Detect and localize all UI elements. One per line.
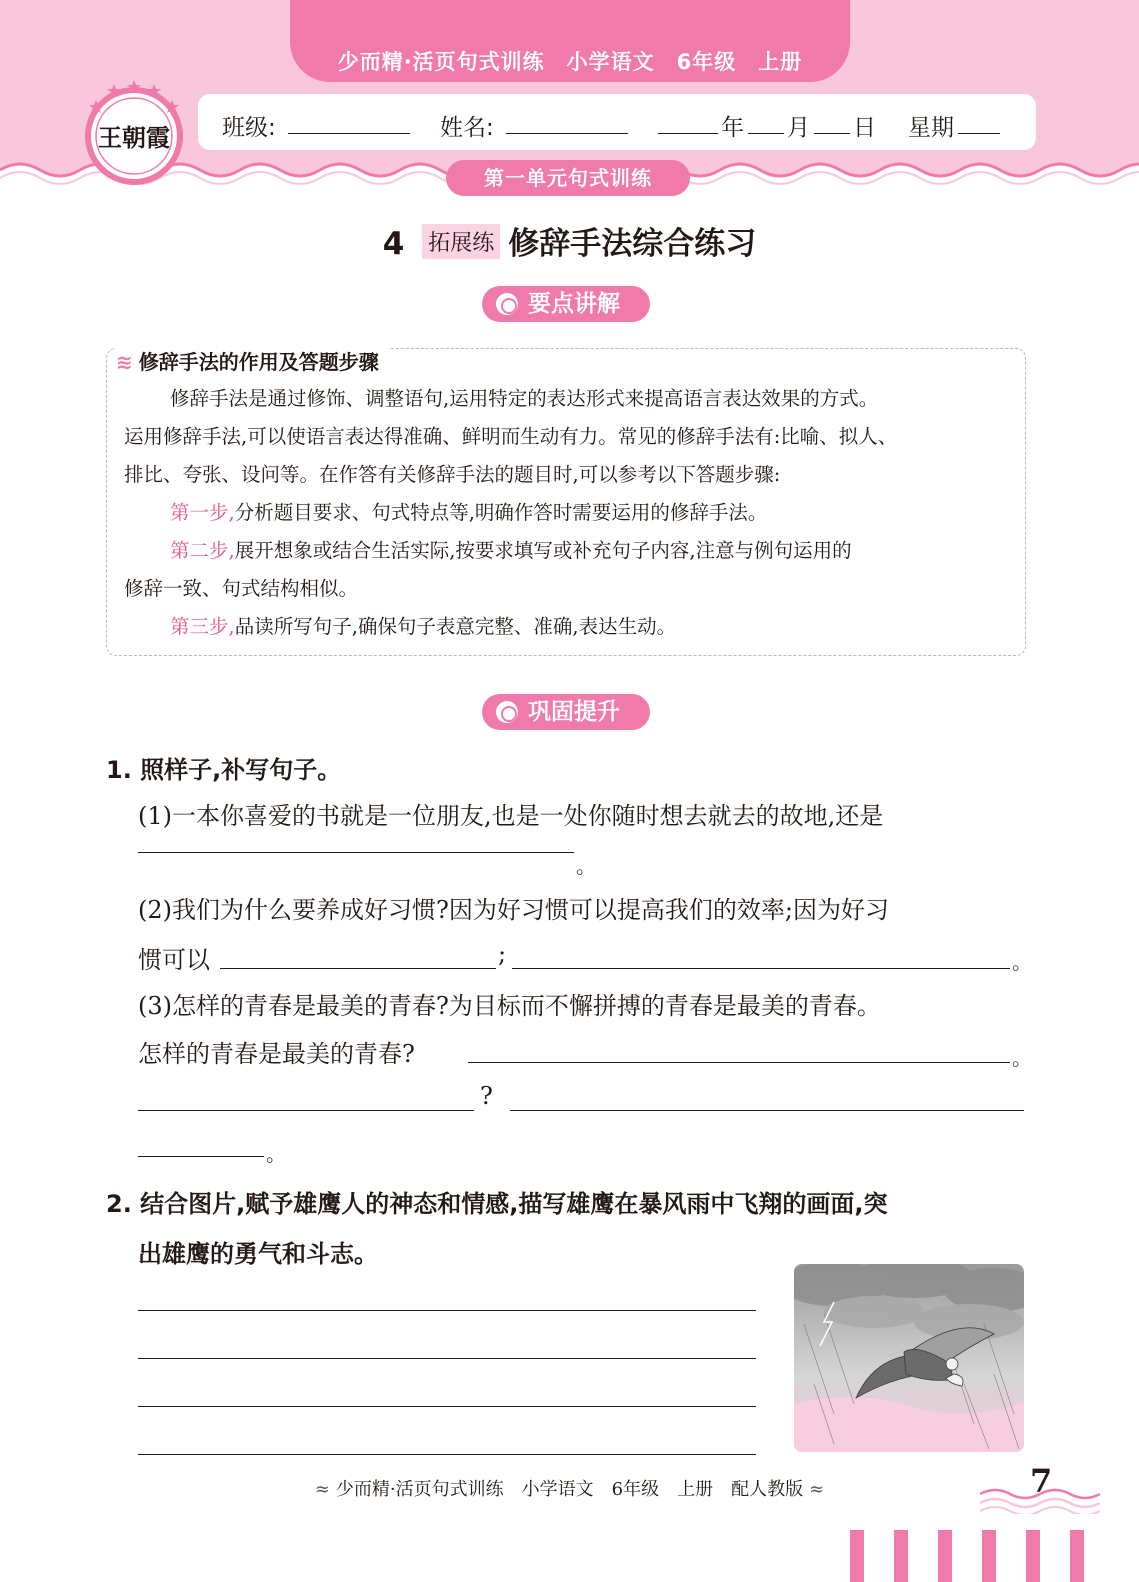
footer-text: 少而精·活页句式训练 小学语文 6年级 上册 配人教版 (335, 1479, 804, 1500)
month-field[interactable] (748, 133, 784, 134)
q1-2-answer-line-1[interactable] (220, 968, 496, 969)
weekday-field[interactable] (958, 133, 1000, 134)
para-1: 修辞手法是通过修饰、调整语句,运用特定的表达形式来提高语言表达效果的方式。 (170, 387, 879, 410)
corner-stripes (850, 1530, 1139, 1582)
q1-2-answer-line-2[interactable] (512, 968, 1010, 969)
box-heading-text: 修辞手法的作用及答题步骤 (138, 350, 379, 374)
q2-answer-line-2[interactable] (138, 1358, 756, 1359)
question-1: 1. 照样子,补写句子。 (106, 756, 342, 784)
box-heading (116, 346, 389, 375)
unit-tag: 第一单元句式训练 (446, 160, 690, 196)
lesson-number: 4 (382, 226, 405, 262)
step-3-label: 第三步, (170, 615, 235, 638)
class-label: 班级: (222, 115, 276, 141)
step-1-label: 第一步, (170, 501, 235, 524)
series-title: 少而精·活页句式训练 小学语文 6年级 上册 (337, 50, 803, 74)
weekday-label: 星期 (908, 115, 954, 141)
q1-1-text: (1)一本你喜爱的书就是一位朋友,也是一处你随时想去就去的故地,还是 (138, 802, 884, 830)
pill-key-points (482, 286, 650, 322)
year-field[interactable] (658, 133, 718, 134)
q1-3-text-a: (3)怎样的青春是最美的青春?为目标而不懈拼搏的青春是最美的青春。 (138, 992, 881, 1020)
pill-consolidate (482, 694, 650, 730)
brand-logo (80, 78, 188, 186)
day-field[interactable] (814, 133, 850, 134)
q1-2-text-b: 惯可以 (138, 946, 210, 974)
q1-3-answer-line-1[interactable] (468, 1062, 1010, 1063)
q1-1-end: 。 (576, 854, 596, 878)
class-field[interactable] (288, 133, 410, 134)
step-2-label: 第二步, (170, 539, 235, 562)
name-label: 姓名: (440, 115, 494, 141)
footer-wave-decoration (980, 1486, 1100, 1514)
step-2-cont: 修辞一致、句式结构相似。 (124, 577, 359, 600)
q1-3-question-mark: ? (480, 1082, 493, 1110)
question-2-b: 出雄鹰的勇气和斗志。 (138, 1240, 378, 1268)
eagle-in-storm-image (794, 1264, 1024, 1452)
q2-answer-line-3[interactable] (138, 1406, 756, 1407)
pill-consolidate-label: 巩固提升 (528, 699, 620, 725)
step-1 (124, 494, 1014, 532)
page-number: 7 (1030, 1462, 1053, 1500)
step-2 (124, 532, 1014, 570)
lesson-title (0, 218, 1139, 263)
q1-3-answer-line-3[interactable] (510, 1110, 1024, 1111)
step-1-text: 分析题目要求、句式特点等,明确作答时需要运用的修辞手法。 (234, 501, 768, 524)
q2-answer-line-1[interactable] (138, 1310, 756, 1311)
q1-2-end: 。 (1012, 950, 1032, 974)
q2-answer-line-4[interactable] (138, 1454, 756, 1455)
q1-1-answer-line[interactable] (138, 852, 574, 853)
medal-icon (496, 293, 518, 315)
medal-icon (496, 701, 518, 723)
q1-3-end-2: 。 (266, 1142, 286, 1166)
q1-3-answer-line-2[interactable] (138, 1110, 474, 1111)
step-3-text: 品读所写句子,确保句子表意完整、准确,表达生动。 (234, 615, 677, 638)
q1-2-semicolon: ; (498, 940, 507, 968)
logo-text: 王朝霞 (98, 123, 170, 152)
para-3: 排比、夸张、设问等。在作答有关修辞手法的题目时,可以参考以下答题步骤: (124, 463, 781, 486)
para-2: 运用修辞手法,可以使语言表达得准确、鲜明而生动有力。常见的修辞手法有:比喻、拟人、 (124, 425, 898, 448)
footer (0, 1475, 1139, 1501)
footer-wave-left-icon: ≈ (314, 1479, 330, 1500)
step-3 (124, 608, 1014, 646)
wave-icon: ≋ (116, 350, 133, 374)
step-2-text: 展开想象或结合生活实际,按要求填写或补充句子内容,注意与例句运用的 (234, 539, 852, 562)
q1-2-text-a: (2)我们为什么要养成好习惯?因为好习惯可以提高我们的效率;因为好习 (138, 896, 889, 924)
lesson-title-text: 修辞手法综合练习 (508, 226, 757, 262)
question-2-a: 2. 结合图片,赋予雄鹰人的神态和情感,描写雄鹰在暴风雨中飞翔的画面,突 (106, 1190, 888, 1218)
q1-3-text-b: 怎样的青春是最美的青春? (138, 1040, 415, 1068)
q1-3-answer-line-4[interactable] (138, 1156, 264, 1157)
day-label: 日 (853, 115, 876, 141)
footer-wave-right-icon: ≈ (809, 1479, 825, 1500)
year-label: 年 (721, 115, 744, 141)
month-label: 月 (787, 115, 810, 141)
lesson-tag: 拓展练 (422, 224, 500, 259)
name-field[interactable] (506, 133, 628, 134)
pill-key-points-label: 要点讲解 (528, 291, 620, 317)
q1-3-end: 。 (1012, 1046, 1032, 1070)
